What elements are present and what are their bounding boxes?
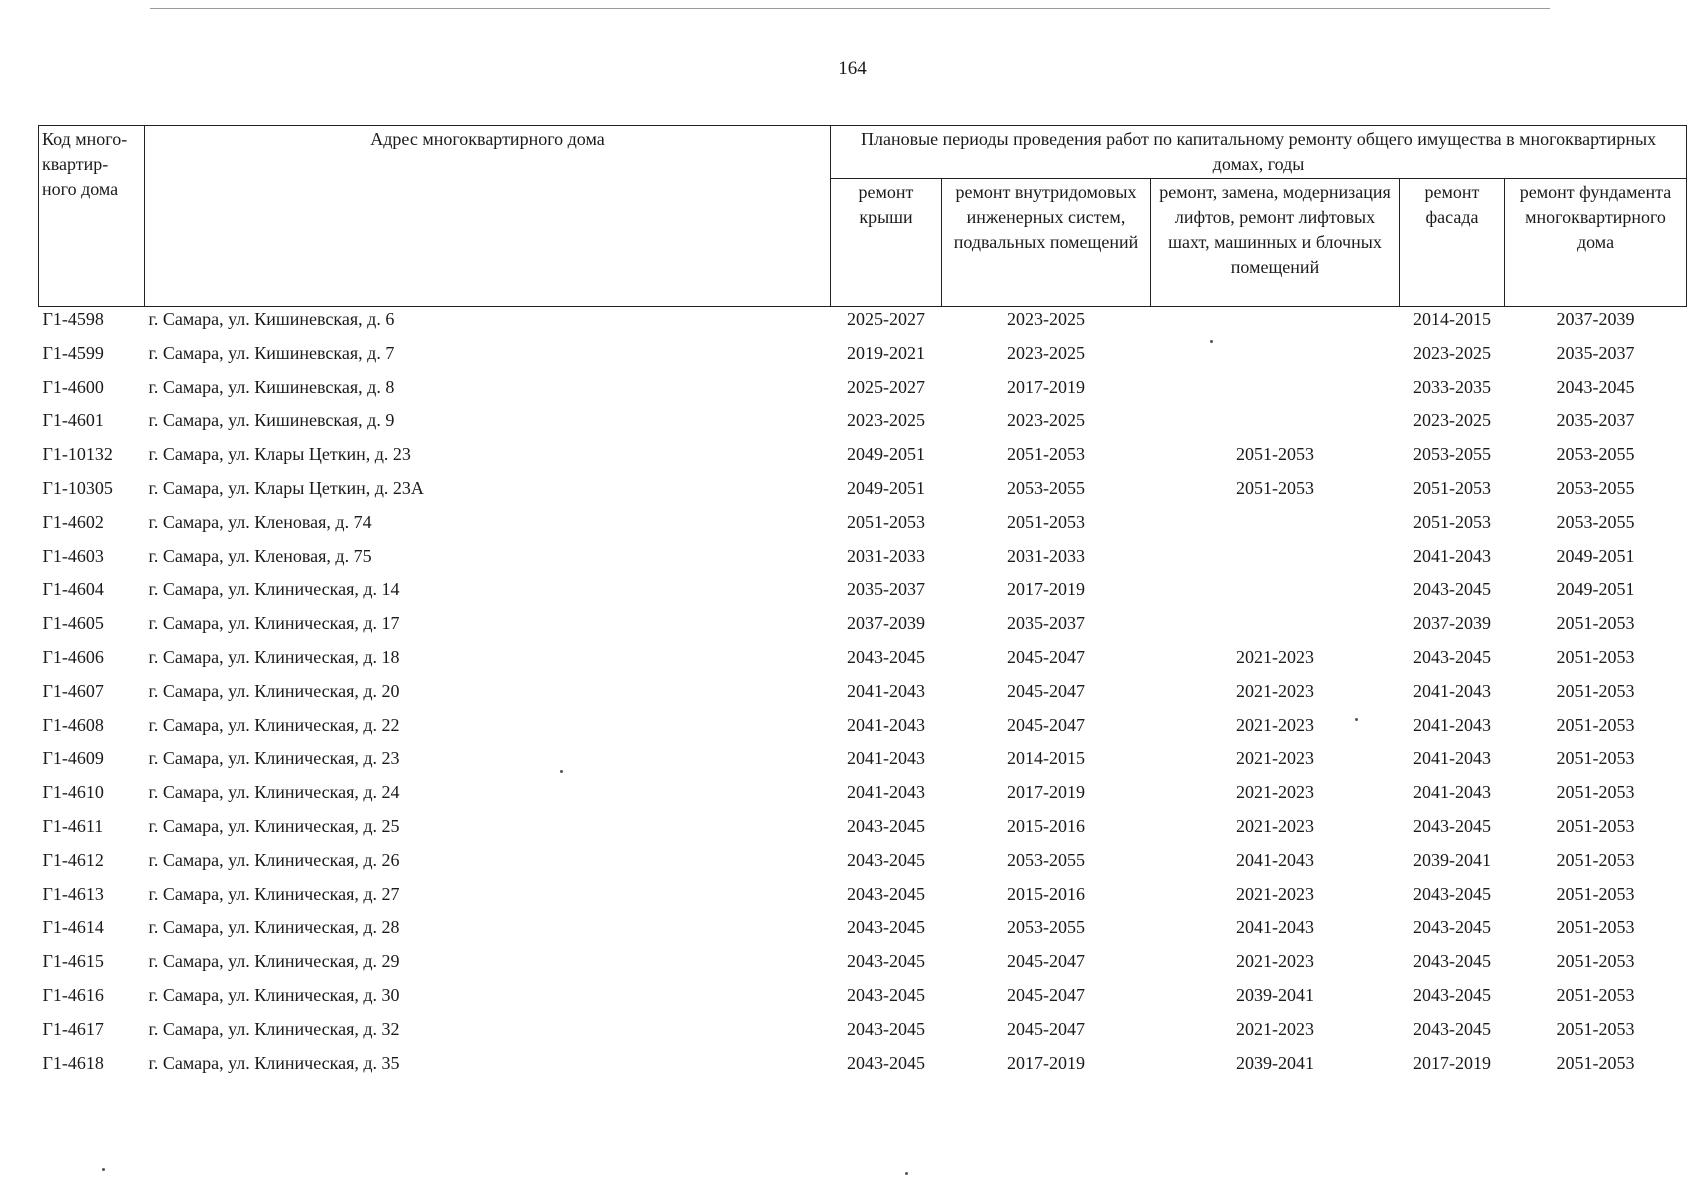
cell-roof: 2051-2053 — [847, 511, 925, 532]
cell-address: г. Самара, ул. Клиническая, д. 23 — [148, 748, 400, 769]
header-engineering: ремонт внутридомовых инженерных систем, подвальных помещений — [942, 179, 1151, 307]
cell-foundation: 2051-2053 — [1556, 613, 1635, 634]
cell-foundation: 2051-2053 — [1556, 646, 1635, 667]
cell-roof: 2043-2045 — [847, 1052, 925, 1073]
cell-code: Г1-4607 — [42, 680, 104, 701]
cell-facade: 2017-2019 — [1413, 1052, 1491, 1073]
cell-address: г. Самара, ул. Клиническая, д. 30 — [148, 984, 400, 1005]
scan-top-rule — [150, 8, 1550, 9]
cell-roof: 2023-2025 — [847, 410, 925, 431]
cell-code: Г1-4602 — [42, 511, 104, 532]
cell-foundation: 2051-2053 — [1556, 782, 1635, 803]
cell-foundation: 2043-2045 — [1556, 376, 1635, 397]
cell-foundation: 2051-2053 — [1556, 984, 1635, 1005]
cell-engineering: 2051-2053 — [1007, 444, 1085, 465]
cell-foundation: 2049-2051 — [1556, 579, 1635, 600]
cell-lifts: 2021-2023 — [1236, 951, 1314, 972]
header-foundation: ремонт фундамента многоквартирного дома — [1505, 179, 1687, 307]
cell-lifts — [1151, 408, 1400, 442]
cell-roof: 2043-2045 — [847, 815, 925, 836]
cell-address: г. Самара, ул. Клиническая, д. 22 — [148, 714, 400, 735]
scan-speck — [1210, 340, 1213, 343]
cell-code: Г1-4603 — [42, 545, 104, 566]
cell-code: Г1-4615 — [42, 951, 104, 972]
cell-roof: 2025-2027 — [847, 376, 925, 397]
table-row — [39, 814, 1687, 848]
cell-engineering: 2023-2025 — [1007, 309, 1085, 329]
table-row — [39, 307, 1687, 341]
table-row — [39, 882, 1687, 916]
table-body — [39, 307, 1687, 1085]
table-row — [39, 1017, 1687, 1051]
scan-speck — [560, 770, 563, 773]
cell-lifts — [1151, 544, 1400, 578]
cell-engineering: 2017-2019 — [1007, 579, 1085, 600]
table-row — [39, 544, 1687, 578]
cell-address: г. Самара, ул. Кленовая, д. 74 — [148, 511, 372, 532]
table-row — [39, 780, 1687, 814]
cell-roof: 2019-2021 — [847, 342, 925, 363]
cell-foundation: 2037-2039 — [1556, 309, 1635, 329]
cell-code: Г1-4613 — [42, 883, 104, 904]
cell-code: Г1-4598 — [42, 309, 104, 329]
table-row — [39, 915, 1687, 949]
cell-engineering: 2031-2033 — [1007, 545, 1085, 566]
cell-address: г. Самара, ул. Клиническая, д. 35 — [148, 1052, 400, 1073]
cell-code: Г1-4611 — [42, 815, 104, 836]
cell-code: Г1-10132 — [42, 444, 113, 465]
cell-roof: 2035-2037 — [847, 579, 925, 600]
cell-address: г. Самара, ул. Клары Цеткин, д. 23А — [148, 477, 424, 498]
cell-facade: 2023-2025 — [1413, 342, 1491, 363]
cell-facade: 2043-2045 — [1413, 1018, 1491, 1039]
cell-lifts: 2051-2053 — [1236, 444, 1314, 465]
cell-lifts: 2039-2041 — [1236, 1052, 1314, 1073]
cell-code: Г1-4614 — [42, 917, 104, 938]
cell-lifts: 2051-2053 — [1236, 477, 1314, 498]
cell-address: г. Самара, ул. Клиническая, д. 17 — [148, 613, 400, 634]
cell-lifts: 2021-2023 — [1236, 782, 1314, 803]
table-row — [39, 1051, 1687, 1085]
cell-engineering: 2017-2019 — [1007, 1052, 1085, 1073]
table-row — [39, 510, 1687, 544]
cell-roof: 2043-2045 — [847, 1018, 925, 1039]
cell-engineering: 2015-2016 — [1007, 883, 1085, 904]
cell-code: Г1-4605 — [42, 613, 104, 634]
cell-foundation: 2051-2053 — [1556, 1018, 1635, 1039]
cell-roof: 2049-2051 — [847, 477, 925, 498]
header-code: Код много-квартир-ного дома — [39, 126, 145, 307]
cell-roof: 2041-2043 — [847, 680, 925, 701]
cell-roof: 2043-2045 — [847, 917, 925, 938]
cell-foundation: 2053-2055 — [1556, 477, 1635, 498]
header-address: Адрес многоквартирного дома — [145, 126, 831, 307]
cell-roof: 2025-2027 — [847, 309, 925, 329]
cell-lifts — [1151, 510, 1400, 544]
cell-foundation: 2051-2053 — [1556, 714, 1635, 735]
header-lifts: ремонт, замена, модернизация лифтов, ремонт лифтовых шахт, машинных и блочных помещений — [1151, 179, 1400, 307]
cell-code: Г1-4600 — [42, 376, 104, 397]
cell-code: Г1-4604 — [42, 579, 104, 600]
cell-facade: 2043-2045 — [1413, 815, 1491, 836]
cell-address: г. Самара, ул. Клиническая, д. 14 — [148, 579, 400, 600]
cell-facade: 2041-2043 — [1413, 748, 1491, 769]
header-facade: ремонт фасада — [1400, 179, 1505, 307]
cell-engineering: 2051-2053 — [1007, 511, 1085, 532]
cell-facade: 2051-2053 — [1413, 511, 1491, 532]
cell-facade: 2033-2035 — [1413, 376, 1491, 397]
cell-facade: 2043-2045 — [1413, 984, 1491, 1005]
cell-address: г. Самара, ул. Клиническая, д. 28 — [148, 917, 400, 938]
cell-lifts — [1151, 307, 1400, 341]
cell-code: Г1-4606 — [42, 646, 104, 667]
cell-foundation: 2051-2053 — [1556, 748, 1635, 769]
cell-engineering: 2045-2047 — [1007, 951, 1085, 972]
cell-foundation: 2035-2037 — [1556, 342, 1635, 363]
cell-roof: 2041-2043 — [847, 748, 925, 769]
cell-roof: 2043-2045 — [847, 951, 925, 972]
page-number: 164 — [838, 58, 867, 79]
cell-facade: 2039-2041 — [1413, 849, 1491, 870]
table-row — [39, 442, 1687, 476]
cell-facade: 2041-2043 — [1413, 714, 1491, 735]
cell-roof: 2043-2045 — [847, 849, 925, 870]
cell-roof: 2037-2039 — [847, 613, 925, 634]
cell-lifts: 2021-2023 — [1236, 680, 1314, 701]
cell-lifts: 2021-2023 — [1236, 748, 1314, 769]
table-row — [39, 848, 1687, 882]
cell-lifts: 2039-2041 — [1236, 984, 1314, 1005]
cell-roof: 2043-2045 — [847, 984, 925, 1005]
table-row — [39, 408, 1687, 442]
cell-facade: 2041-2043 — [1413, 782, 1491, 803]
scan-speck — [905, 1172, 908, 1175]
cell-foundation: 2051-2053 — [1556, 849, 1635, 870]
table-row — [39, 577, 1687, 611]
cell-foundation: 2051-2053 — [1556, 815, 1635, 836]
table-row — [39, 341, 1687, 375]
cell-facade: 2051-2053 — [1413, 477, 1491, 498]
cell-lifts — [1151, 375, 1400, 409]
cell-engineering: 2014-2015 — [1007, 748, 1085, 769]
cell-roof: 2031-2033 — [847, 545, 925, 566]
cell-lifts — [1151, 577, 1400, 611]
cell-facade: 2014-2015 — [1413, 309, 1491, 329]
cell-code: Г1-4610 — [42, 782, 104, 803]
cell-code: Г1-4609 — [42, 748, 104, 769]
cell-address: г. Самара, ул. Клары Цеткин, д. 23 — [148, 444, 411, 465]
cell-code: Г1-4612 — [42, 849, 104, 870]
cell-foundation: 2053-2055 — [1556, 444, 1635, 465]
cell-engineering: 2045-2047 — [1007, 714, 1085, 735]
table-row — [39, 949, 1687, 983]
cell-facade: 2037-2039 — [1413, 613, 1491, 634]
cell-code: Г1-4618 — [42, 1052, 104, 1073]
cell-engineering: 2017-2019 — [1007, 782, 1085, 803]
cell-address: г. Самара, ул. Клиническая, д. 20 — [148, 680, 400, 701]
cell-code: Г1-10305 — [42, 477, 113, 498]
cell-foundation: 2051-2053 — [1556, 883, 1635, 904]
table-row — [39, 375, 1687, 409]
header-roof: ремонт крыши — [831, 179, 942, 307]
scan-speck — [102, 1168, 105, 1171]
cell-address: г. Самара, ул. Клиническая, д. 29 — [148, 951, 400, 972]
cell-roof: 2043-2045 — [847, 646, 925, 667]
cell-roof: 2043-2045 — [847, 883, 925, 904]
cell-lifts: 2021-2023 — [1236, 883, 1314, 904]
table-row — [39, 645, 1687, 679]
cell-lifts: 2021-2023 — [1236, 646, 1314, 667]
cell-foundation: 2051-2053 — [1556, 1052, 1635, 1073]
cell-facade: 2023-2025 — [1413, 410, 1491, 431]
cell-address: г. Самара, ул. Клиническая, д. 24 — [148, 782, 400, 803]
cell-roof: 2041-2043 — [847, 782, 925, 803]
cell-facade: 2043-2045 — [1413, 579, 1491, 600]
cell-facade: 2043-2045 — [1413, 883, 1491, 904]
cell-address: г. Самара, ул. Кишиневская, д. 8 — [148, 376, 395, 397]
cell-lifts: 2021-2023 — [1236, 1018, 1314, 1039]
cell-lifts: 2021-2023 — [1236, 815, 1314, 836]
cell-lifts: 2041-2043 — [1236, 917, 1314, 938]
cell-lifts: 2041-2043 — [1236, 849, 1314, 870]
cell-address: г. Самара, ул. Кишиневская, д. 6 — [148, 309, 395, 329]
cell-code: Г1-4616 — [42, 984, 104, 1005]
cell-engineering: 2045-2047 — [1007, 646, 1085, 667]
cell-foundation: 2051-2053 — [1556, 951, 1635, 972]
cell-facade: 2053-2055 — [1413, 444, 1491, 465]
cell-code: Г1-4601 — [42, 410, 104, 431]
cell-address: г. Самара, ул. Клиническая, д. 27 — [148, 883, 400, 904]
cell-facade: 2043-2045 — [1413, 951, 1491, 972]
cell-roof: 2049-2051 — [847, 444, 925, 465]
cell-engineering: 2023-2025 — [1007, 342, 1085, 363]
cell-foundation: 2051-2053 — [1556, 917, 1635, 938]
cell-engineering: 2053-2055 — [1007, 917, 1085, 938]
table-row — [39, 983, 1687, 1017]
cell-roof: 2041-2043 — [847, 714, 925, 735]
cell-address: г. Самара, ул. Кленовая, д. 75 — [148, 545, 372, 566]
cell-engineering: 2023-2025 — [1007, 410, 1085, 431]
cell-engineering: 2015-2016 — [1007, 815, 1085, 836]
repair-schedule-table — [38, 125, 1687, 1084]
table-row — [39, 713, 1687, 747]
header-planned-periods: Плановые периоды проведения работ по капитальному ремонту общего имущества в многоквартирных домах, годы — [831, 126, 1687, 179]
cell-engineering: 2017-2019 — [1007, 376, 1085, 397]
cell-engineering: 2045-2047 — [1007, 680, 1085, 701]
cell-address: г. Самара, ул. Клиническая, д. 32 — [148, 1018, 400, 1039]
cell-foundation: 2053-2055 — [1556, 511, 1635, 532]
cell-lifts — [1151, 611, 1400, 645]
table-row — [39, 679, 1687, 713]
cell-facade: 2041-2043 — [1413, 545, 1491, 566]
cell-engineering: 2053-2055 — [1007, 849, 1085, 870]
cell-lifts — [1151, 341, 1400, 375]
cell-address: г. Самара, ул. Кишиневская, д. 7 — [148, 342, 395, 363]
cell-facade: 2043-2045 — [1413, 917, 1491, 938]
cell-address: г. Самара, ул. Клиническая, д. 18 — [148, 646, 400, 667]
cell-foundation: 2035-2037 — [1556, 410, 1635, 431]
cell-facade: 2041-2043 — [1413, 680, 1491, 701]
cell-facade: 2043-2045 — [1413, 646, 1491, 667]
cell-address: г. Самара, ул. Кишиневская, д. 9 — [148, 410, 395, 431]
cell-code: Г1-4608 — [42, 714, 104, 735]
table-row — [39, 746, 1687, 780]
cell-engineering: 2045-2047 — [1007, 1018, 1085, 1039]
cell-engineering: 2035-2037 — [1007, 613, 1085, 634]
cell-address: г. Самара, ул. Клиническая, д. 26 — [148, 849, 400, 870]
table-row — [39, 611, 1687, 645]
cell-code: Г1-4617 — [42, 1018, 104, 1039]
cell-foundation: 2049-2051 — [1556, 545, 1635, 566]
cell-engineering: 2053-2055 — [1007, 477, 1085, 498]
scan-speck — [1355, 718, 1358, 721]
cell-foundation: 2051-2053 — [1556, 680, 1635, 701]
cell-engineering: 2045-2047 — [1007, 984, 1085, 1005]
cell-lifts: 2021-2023 — [1236, 714, 1314, 735]
table-header — [39, 126, 1687, 307]
cell-address: г. Самара, ул. Клиническая, д. 25 — [148, 815, 400, 836]
cell-code: Г1-4599 — [42, 342, 104, 363]
table-row — [39, 476, 1687, 510]
